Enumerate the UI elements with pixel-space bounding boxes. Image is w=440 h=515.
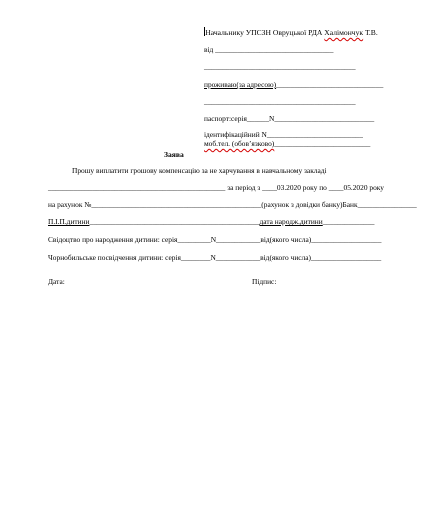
period-prefix-blank[interactable]: ________________________________________________ bbox=[48, 183, 226, 192]
chernobyl-number-label: N bbox=[210, 253, 216, 262]
child-birth-label: дата народж.дитини bbox=[259, 217, 323, 226]
addressee-name: Халімончук bbox=[324, 28, 364, 37]
tax-id-blank[interactable]: __________________________ bbox=[266, 130, 363, 139]
residence-line bbox=[204, 80, 383, 89]
document-title: Заява bbox=[164, 150, 184, 159]
date-label: Дата: bbox=[48, 277, 65, 286]
bank-blank[interactable]: ________________ bbox=[357, 200, 417, 209]
account-blank[interactable]: ______________________________________________ bbox=[91, 200, 262, 209]
from-line bbox=[204, 45, 333, 54]
bank-statement-label: (рахунок з довідки банку)Банк bbox=[261, 200, 358, 209]
blank-line-1[interactable]: _________________________________________ bbox=[204, 62, 356, 71]
phone-line bbox=[204, 139, 370, 148]
phone-blank[interactable]: __________________________ bbox=[274, 139, 371, 148]
chernobyl-issued-blank[interactable]: ___________________ bbox=[311, 253, 382, 262]
passport-number-label: N bbox=[269, 114, 275, 123]
chernobyl-series-blank[interactable]: ________ bbox=[180, 253, 211, 262]
blank-line-2[interactable]: _________________________________________ bbox=[204, 97, 356, 106]
passport-label: паспорт:серія bbox=[204, 114, 247, 123]
child-name-label: П.І.П.дитини bbox=[48, 217, 90, 226]
addressee-suffix: Т.В. bbox=[363, 28, 378, 37]
birth-cert-label: Свідоцтво про народження дитини: серія bbox=[48, 235, 178, 244]
from-label: від bbox=[204, 45, 214, 54]
child-birth-blank[interactable]: ______________ bbox=[322, 217, 375, 226]
period-line bbox=[48, 183, 384, 192]
passport-series-blank[interactable]: ______ bbox=[246, 114, 270, 123]
chernobyl-number-blank[interactable]: ____________ bbox=[215, 253, 261, 262]
phone-label: моб.тел. (обов’язково) bbox=[204, 139, 275, 148]
addressee-line bbox=[204, 27, 378, 37]
period-from-date: 03.2020 року по bbox=[276, 183, 327, 192]
child-name-blank[interactable]: ______________________________________________ bbox=[89, 217, 260, 226]
period-to-date: 05.2020 року bbox=[343, 183, 384, 192]
chernobyl-certificate-line bbox=[48, 253, 381, 262]
birth-cert-number-label: N bbox=[210, 235, 217, 244]
passport-number-blank[interactable]: ___________________________ bbox=[274, 114, 375, 123]
period-to-blank[interactable]: ____ bbox=[328, 183, 344, 192]
account-label: на рахунок № bbox=[48, 200, 92, 209]
chernobyl-issued-label: від(якого числа) bbox=[260, 253, 311, 262]
birth-certificate-line bbox=[48, 235, 381, 244]
request-text: Прошу виплатити грошову компенсацію за не харчування в навчальному закладі bbox=[72, 166, 327, 175]
birth-cert-number-blank[interactable]: ____________ bbox=[216, 235, 261, 244]
tax-id-label: ідентифікаційний N bbox=[204, 130, 267, 139]
birth-cert-series-blank[interactable]: _________ bbox=[177, 235, 211, 244]
period-from-blank[interactable]: ____ bbox=[262, 183, 277, 192]
tax-id-line bbox=[204, 130, 363, 139]
chernobyl-label: Чорнобильське посвідчення дитини: серія bbox=[48, 253, 181, 262]
period-label: за період з bbox=[227, 183, 261, 192]
birth-cert-issued-blank[interactable]: ___________________ bbox=[311, 235, 382, 244]
child-name-line bbox=[48, 217, 374, 226]
signature-label: Підпис: bbox=[252, 277, 277, 286]
from-blank[interactable]: ________________________________ bbox=[215, 45, 334, 54]
passport-line bbox=[204, 114, 374, 123]
residence-blank[interactable]: _____________________________ bbox=[276, 80, 384, 89]
birth-cert-issued-label: від(якого числа) bbox=[260, 235, 312, 244]
residence-label: проживаю(за адресою) bbox=[204, 80, 277, 89]
account-line bbox=[48, 200, 417, 209]
addressee-prefix: Начальнику УПСЗН Овруцької РДА bbox=[205, 28, 325, 37]
